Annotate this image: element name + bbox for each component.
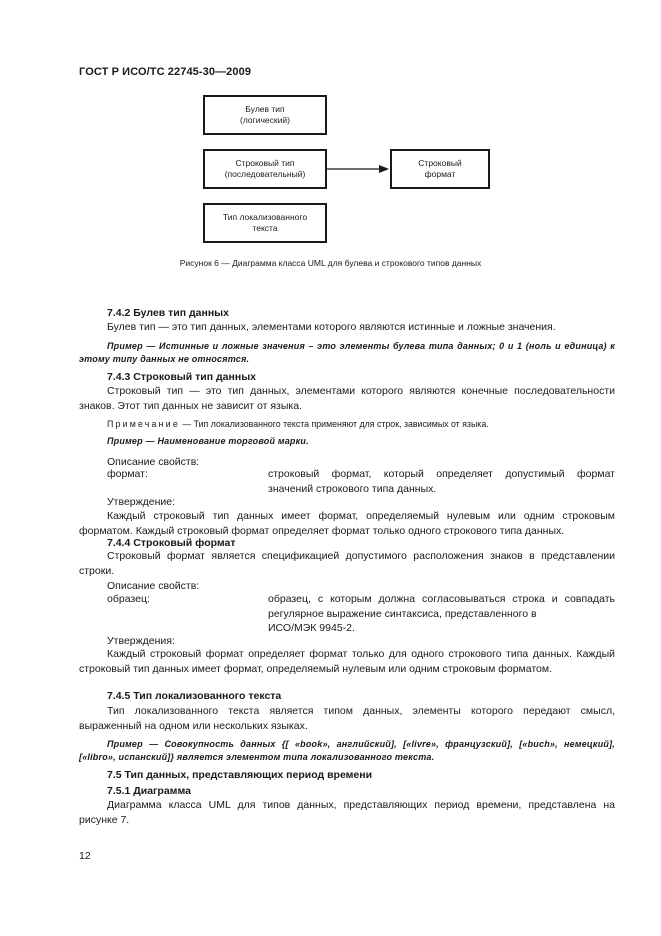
uml-box-localized-text-type: Тип локализованного текста	[203, 203, 327, 243]
heading-7-4-5: 7.4.5 Тип локализованного текста	[107, 690, 282, 702]
example-text: — Истинные и ложные значения – это элементы булева типа данных; 0 и 1 (ноль и единица) к этому типу данных не относятся.	[79, 341, 615, 364]
example-localized	[79, 738, 615, 764]
property-name-format: формат:	[107, 468, 148, 480]
heading-7-4-2: 7.4.2 Булев тип данных	[107, 307, 229, 319]
assertion-text: Каждый строковый тип данных имеет формат, определяемый нулевым или одним строковым форматом. Каждый строковый формат определяет формат только одного строкового типа данных.	[79, 510, 615, 537]
paragraph-string-definition: Строковый тип — это тип данных, элементами которого являются конечные последовательности знаков. Этот тип данных не зависит от языка.	[79, 385, 615, 412]
paragraph-boolean-definition: Булев тип — это тип данных, элементами которого являются истинные и ложные значения.	[107, 321, 556, 333]
example-label: Пример	[107, 436, 143, 446]
figure-caption: Рисунок 6 — Диаграмма класса UML для булева и строкового типов данных	[179, 258, 482, 268]
properties-label: Описание свойств:	[107, 580, 200, 592]
note-localized	[107, 418, 489, 430]
assertion-label: Утверждения:	[107, 635, 175, 647]
example-label: Пример	[107, 341, 143, 351]
uml-box-boolean-type: Булев тип (логический)	[203, 95, 327, 135]
example-trademark	[107, 435, 615, 448]
uml-box-string-type: Строковый тип (последовательный)	[203, 149, 327, 189]
paragraph-localized-definition: Тип локализованного текста является типом данных, элементы которого передают смысл, выраженный на одном или нескольких языках.	[79, 705, 615, 732]
heading-7-5: 7.5 Тип данных, представляющих период времени	[107, 769, 373, 781]
property-value-format: строковый формат, который определяет допустимый формат значений строкового типа данных.	[268, 468, 615, 495]
page-number: 12	[79, 850, 91, 862]
paragraph-diagram-reference: Диаграмма класса UML для типов данных, представляющих период времени, представлена на рисунке 7.	[79, 799, 615, 826]
property-name-pattern: образец:	[107, 593, 150, 605]
property-value-pattern-ref: ИСО/МЭК 9945-2.	[268, 622, 355, 634]
property-value-pattern: образец, с которым должна согласовываться строка и совпадать регулярное выражение синтаксиса, представленного в	[268, 593, 615, 620]
properties-label: Описание свойств:	[107, 456, 200, 468]
heading-7-5-1: 7.5.1 Диаграмма	[107, 785, 191, 797]
heading-7-4-4: 7.4.4 Строковый формат	[107, 537, 236, 549]
paragraph-string-format-definition: Строковый формат является спецификацией допустимого расположения знаков в представлении строки.	[79, 550, 615, 577]
example-text: — Наименование торговой марки.	[142, 436, 309, 446]
example-label: Пример	[107, 739, 143, 749]
example-text: — Совокупность данных {[ «book», английский], [«livre», французский], [«buch», немецкий], [«libro», испанский]} является элементом типа локализованного текста.	[79, 739, 615, 762]
uml-box-string-format: Строковый формат	[390, 149, 490, 189]
heading-7-4-3: 7.4.3 Строковый тип данных	[107, 371, 256, 383]
note-label: Примечание	[107, 419, 180, 429]
assertion-text: Каждый строковый формат определяет формат только для одного строкового типа данных. Каждый строковый тип данных имеет формат, определяемый нулевым или одним строковым форматом.	[79, 648, 615, 675]
assertion-label: Утверждение:	[107, 496, 176, 508]
example-boolean	[79, 340, 615, 366]
note-text: — Тип локализованного текста применяют для строк, зависимых от языка.	[179, 419, 489, 429]
document-header: ГОСТ Р ИСО/ТС 22745-30—2009	[79, 66, 252, 78]
